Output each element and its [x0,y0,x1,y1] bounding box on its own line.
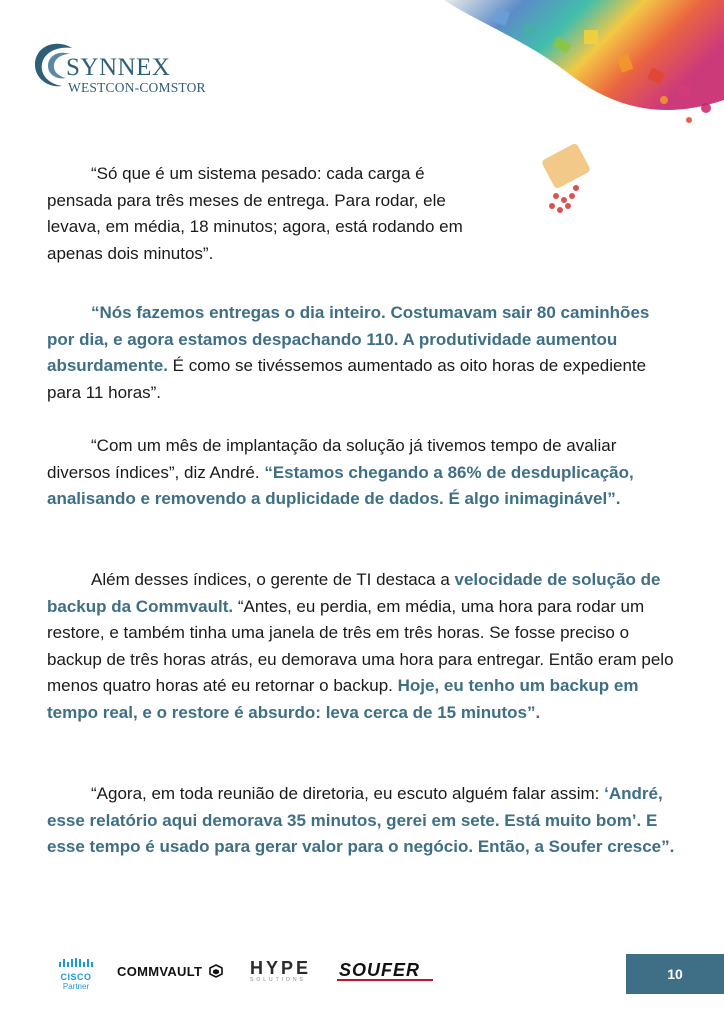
cisco-wordmark: CISCO [60,972,92,982]
cisco-partner-logo [54,954,98,991]
brand-name: SYNNEX [66,54,171,81]
cisco-partner-label: Partner [62,982,90,991]
page-number: 10 [626,954,724,994]
synnex-logo [32,40,252,100]
paragraph-3 [47,433,677,513]
paragraph-3-highlight: “Estamos chegando a 86% de desduplicação, analisando e removendo a duplicidade de dados. É algo inimaginável”. [47,462,634,508]
paragraph-4-highlight-1: velocidade de solução de backup da Commvault. [47,570,661,616]
commvault-cube-icon [209,964,223,978]
commvault-logo [117,964,223,979]
soufer-logo [333,958,441,989]
cookie-illustration [541,142,591,213]
paragraph-2 [47,300,677,406]
paragraph-4-text-1: Além desses índices, o gerente de TI destaca a [91,570,455,589]
paragraph-5 [47,781,687,861]
paragraph-4 [47,567,687,726]
paragraph-2-text: É como se tivéssemos aumentado as oito horas de expediente para 11 horas”. [47,356,647,402]
paragraph-5-highlight: ‘André, esse relatório aqui demorava 35 minutos, gerei em sete. Está muito bom’. E esse tempo é usado para gerar valor para o negócio. Então, a Soufer cresce”. [47,784,675,856]
paragraph-4-text-2: “Antes, eu perdia, em média, uma hora para rodar um restore, e também tinha uma janela de três em três horas. Se fosse preciso o backup de três horas atrás, eu demorava uma hora para entregar. Então eram pelo menos quatro horas até eu retornar o backup. [47,596,674,695]
soufer-wordmark: SOUFER [339,960,421,980]
commvault-wordmark: COMMVAULT [117,964,203,979]
paragraph-1 [47,161,487,267]
hype-subtitle: SOLUTIONS [250,977,306,983]
paragraph-1-text: “Só que é um sistema pesado: cada carga é pensada para três meses de entrega. Para rodar, ele levava, em média, 18 minutos; agora, está rodando em apenas dois minutos”. [47,164,463,263]
hype-solutions-logo [250,958,311,983]
paragraph-2-highlight: “Nós fazemos entregas o dia inteiro. Costumavam sair 80 caminhões por dia, e agora estamos despachando 110. A produtividade aumentou absurdamente. [47,303,650,375]
soufer-wordmark-art [333,958,441,984]
cisco-bars-icon [58,958,94,967]
footer-partner-logos [50,950,470,990]
paragraph-5-text: “Agora, em toda reunião de diretoria, eu escuto alguém falar assim: [91,784,605,803]
brand-subtitle: WESTCON-COMSTOR [68,80,206,95]
hype-wordmark: HYPE [250,958,312,978]
paragraph-3-text: “Com um mês de implantação da solução já tivemos tempo de avaliar diversos índices”, diz André. [47,436,617,482]
paragraph-4-highlight-2: Hoje, eu tenho um backup em tempo real, e o restore é absurdo: leva cerca de 15 minutos”. [47,676,639,722]
